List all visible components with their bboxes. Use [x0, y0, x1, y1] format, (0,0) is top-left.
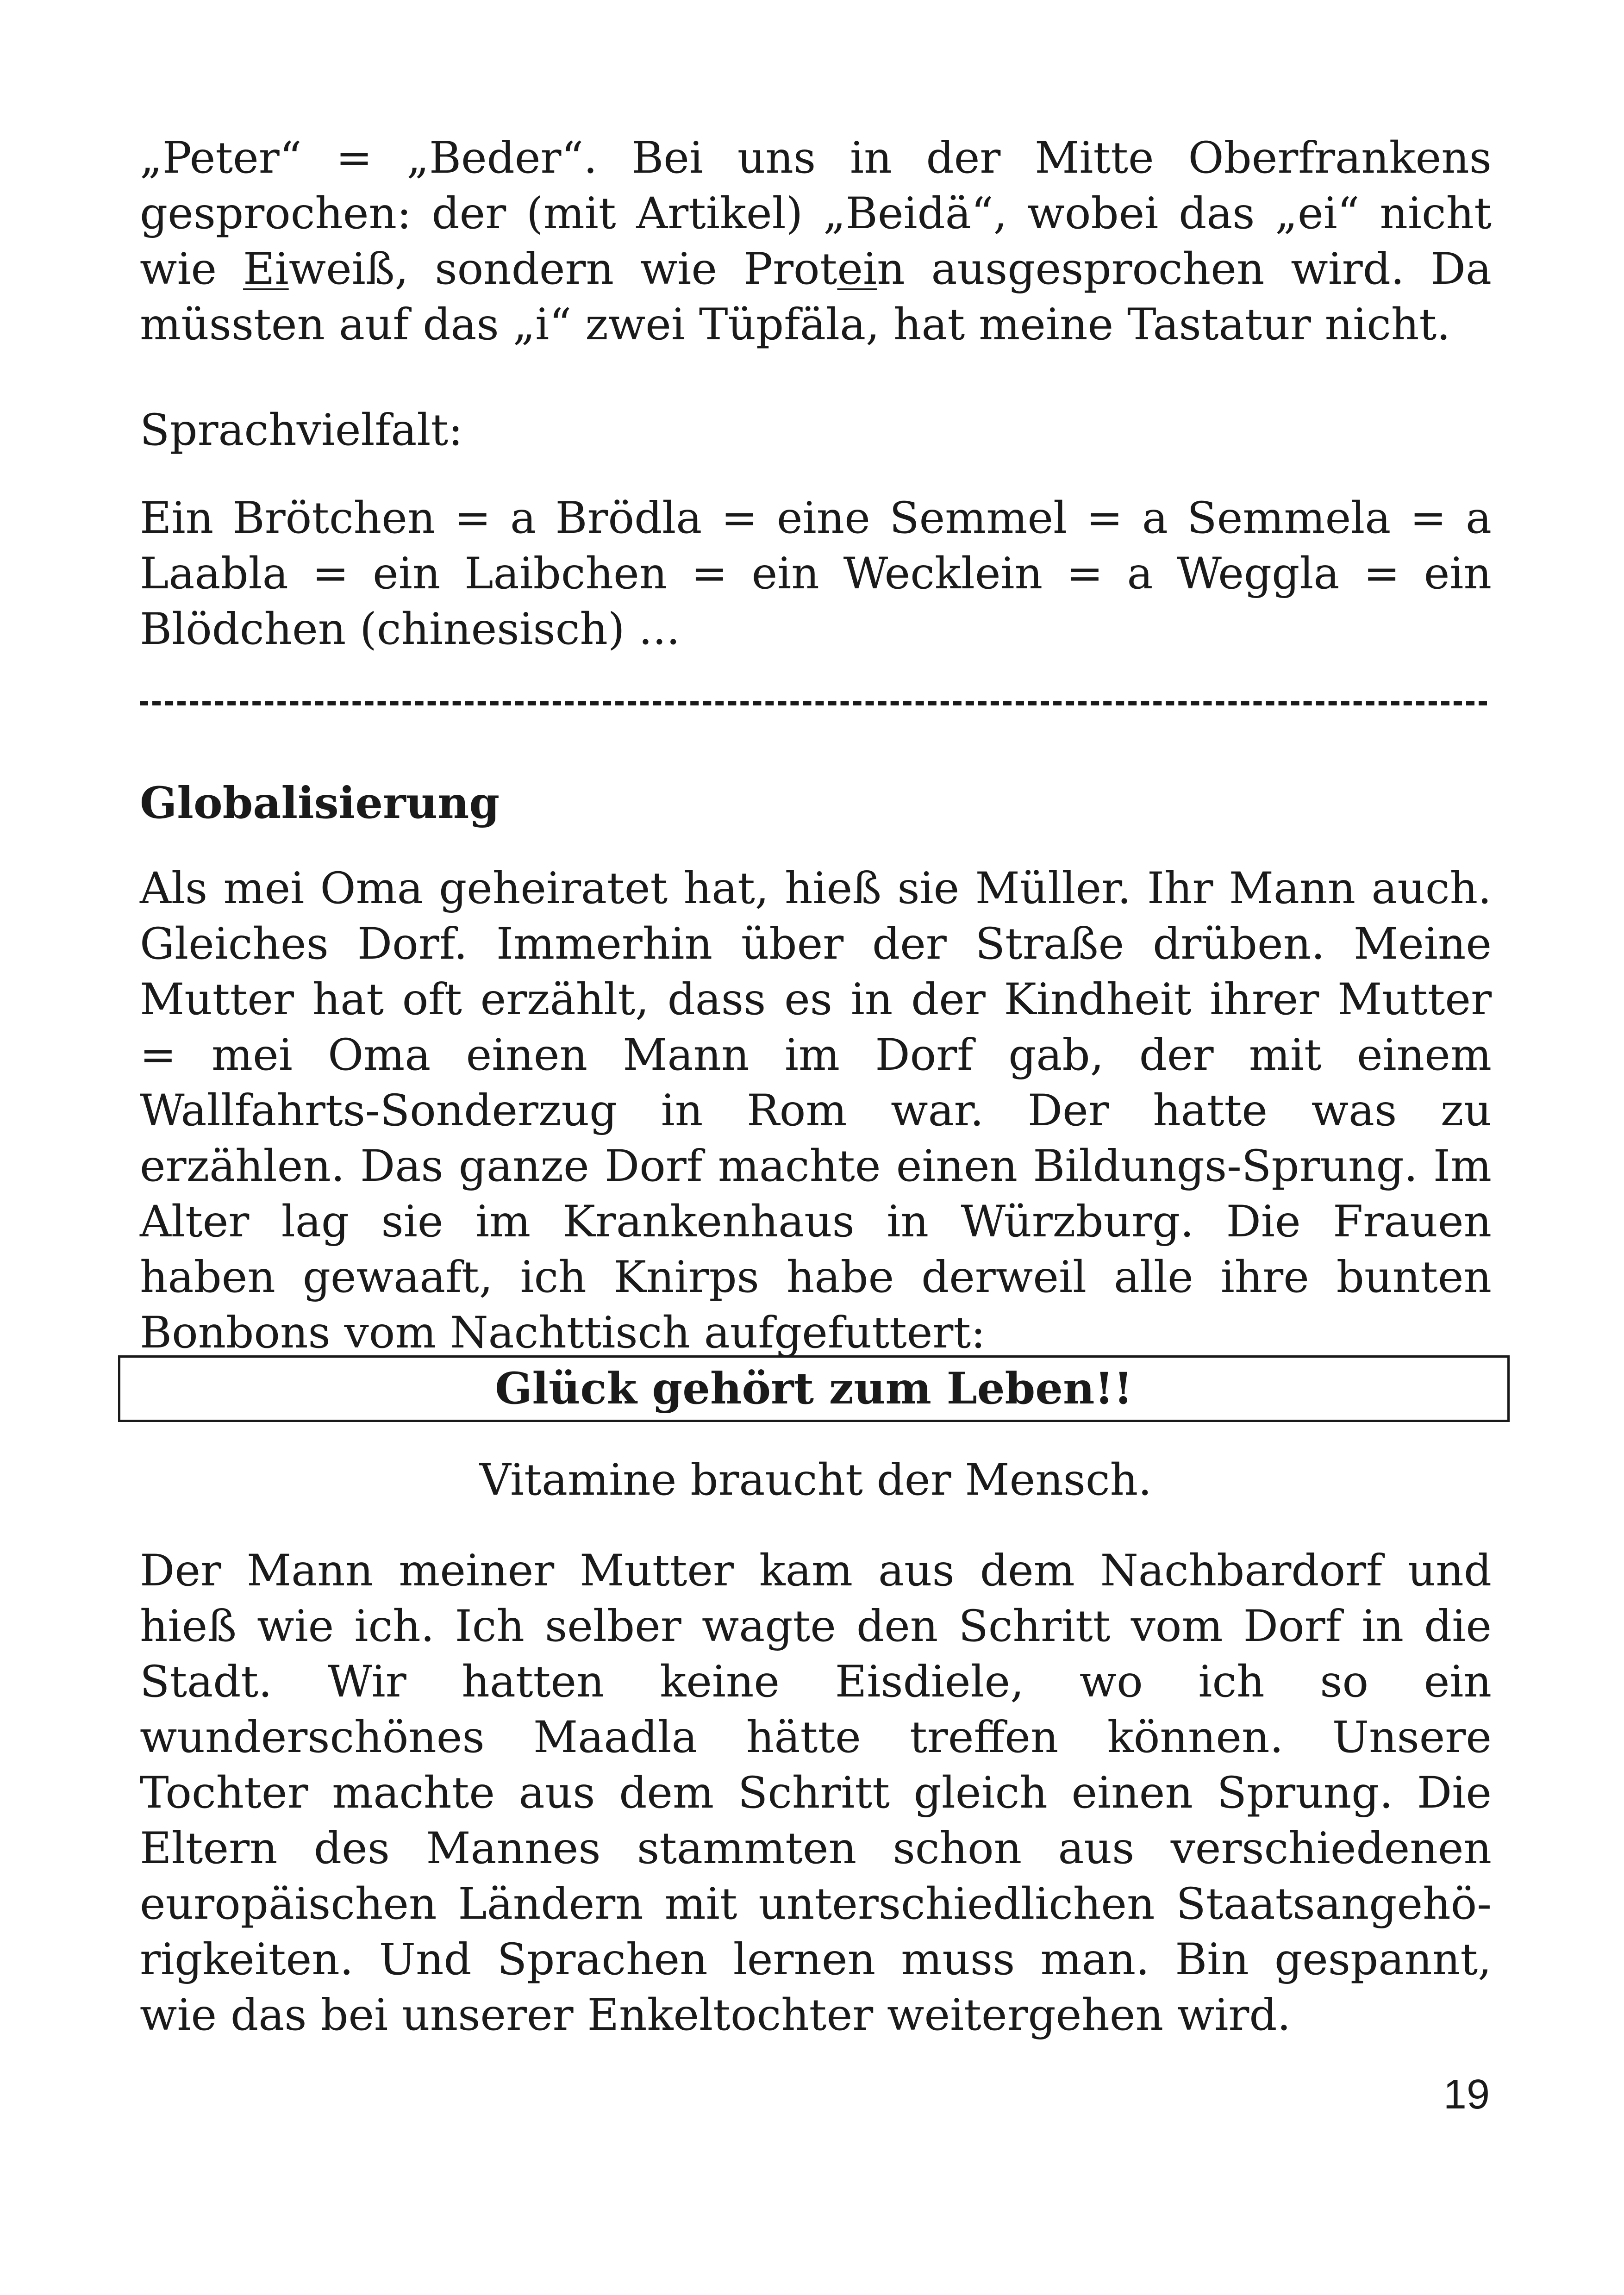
boxed-slogan [118, 1355, 1510, 1422]
intro-text-1: „Peter“ = „Beder“. Bei uns in der Mitte Oberfrankens gesprochen: der (mit Artikel) „Beidä“, wobei das „ei“ nicht wie [140, 133, 1492, 294]
globalisierung-heading: Globalisierung [140, 778, 500, 829]
intro-text-2: weiß, sondern wie Prot [288, 244, 837, 294]
sprachvielfalt-heading: Sprachvielfalt: [140, 405, 463, 455]
underlined-ei-eiweiss: Ei [243, 244, 289, 294]
intro-text-3: n ausgesprochen wird. Da müssten auf das „i“ zwei Tüpfäla, hat meine Tastatur nicht. [140, 244, 1492, 350]
intro-paragraph [140, 131, 1492, 353]
boxed-slogan-text: Glück gehört zum Leben!! [495, 1363, 1133, 1414]
underlined-ei-protein: ei [837, 244, 877, 294]
closing-paragraph: Der Mann meiner Mutter kam aus dem Nachbardorf und hieß wie ich. Ich selber wagte den Schritt vom Dorf in die Stadt. Wir hatten keine Eisdiele, wo ich so ein wunderschönes Maadla hätte treffen können. Unsere Tochter machte aus dem Schritt gleich einen Sprung. Die Eltern des Mannes stammten schon aus verschiedenen europäischen Ländern mit unterschiedlichen Staatsangehörigkeiten. Und Sprachen lernen muss man. Bin gespannt, wie das bei unserer Enkeltochter weitergehen wird. [140, 1546, 1492, 2040]
globalisierung-paragraph: Als mei Oma geheiratet hat, hieß sie Müller. Ihr Mann auch. Gleiches Dorf. Immerhin über der Straße drüben. Meine Mutter hat oft erzählt, dass es in der Kindheit ihrer Mutter = mei Oma einen Mann im Dorf gab, der mit einem Wallfahrts-Sonderzug in Rom war. Der hatte was zu erzählen. Das ganze Dorf machte einen Bildungs-Sprung. Im Alter lag sie im Krankenhaus in Würzburg. Die Frauen haben gewaaft, ich Knirps habe derweil alle ihre bunten Bonbons vom Nachttisch aufgefuttert: [140, 863, 1492, 1358]
vitamine-line: Vitamine braucht der Mensch. [479, 1455, 1152, 1505]
sprachvielfalt-example: Ein Brötchen = a Brödla = eine Semmel = a Semmela = a Laabla = ein Laibchen = ein Wecklein = a Weggla = ein Blödchen (chinesisch) ... [140, 493, 1492, 655]
dashed-separator [140, 701, 1487, 705]
page-number: 19 [1443, 2071, 1490, 2118]
